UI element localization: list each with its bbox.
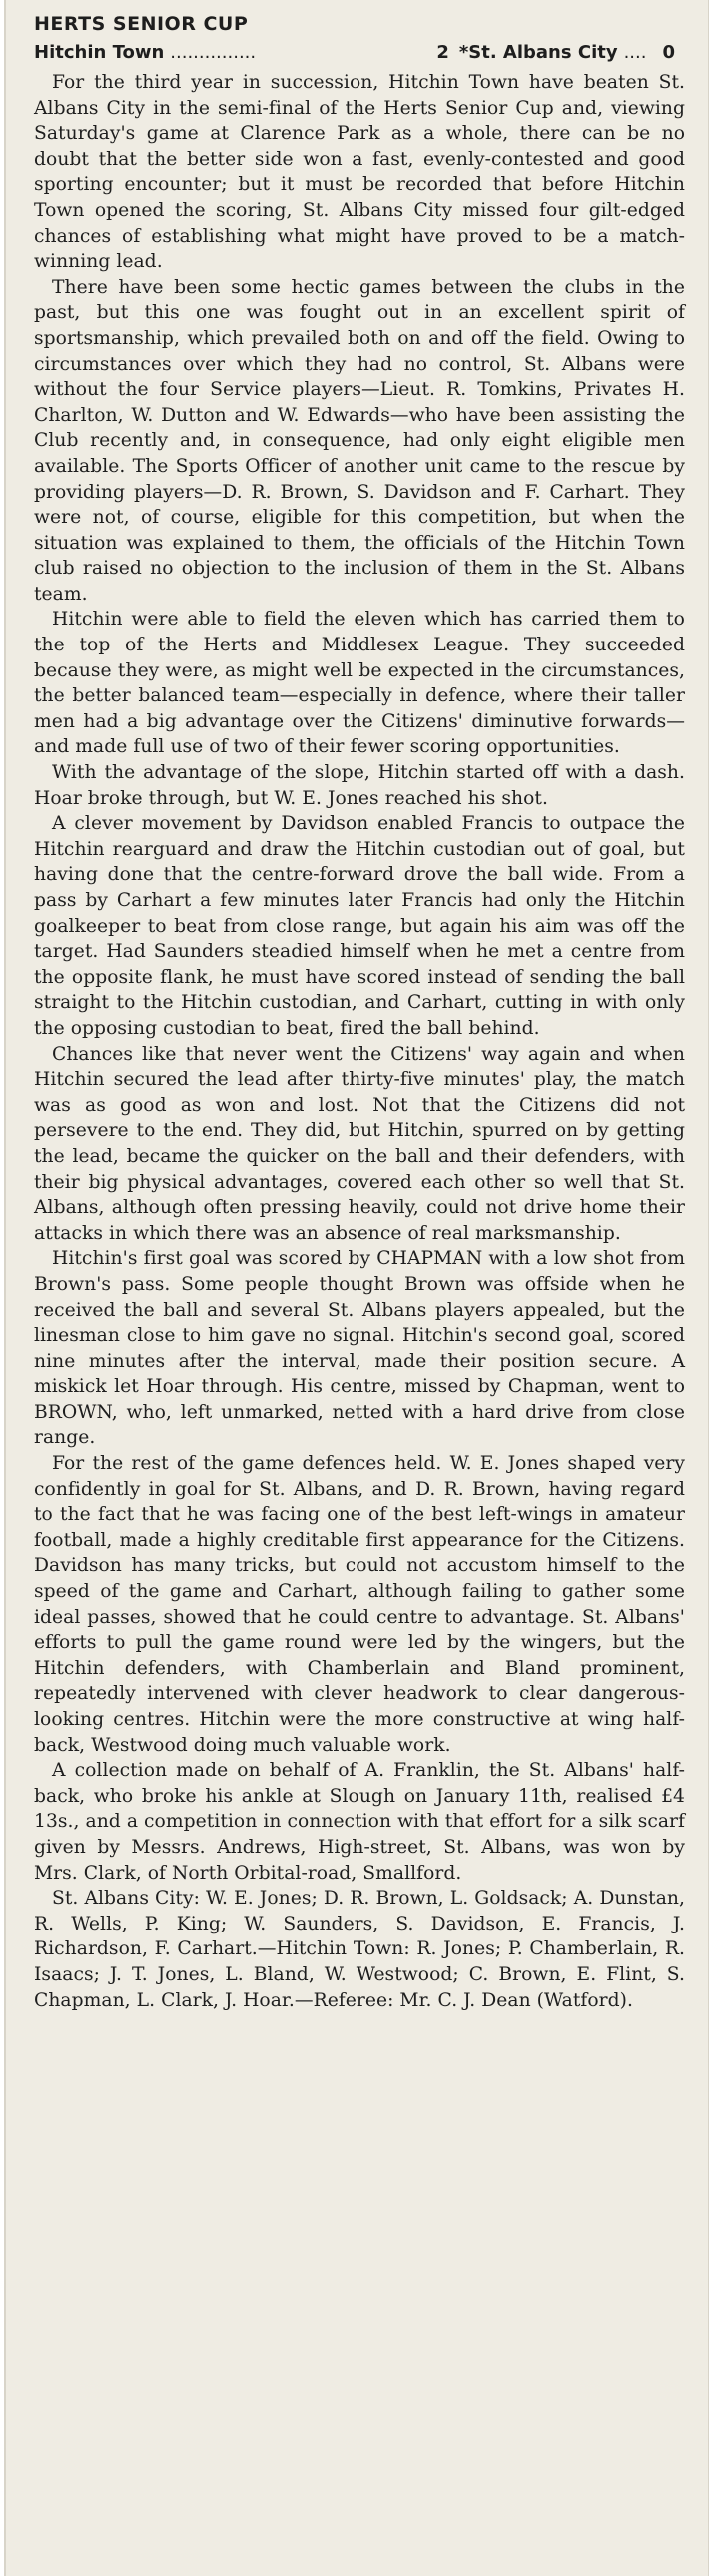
paragraph-goals: Hitchin's first goal was scored by CHAPMAN with a low shot from Brown's pass. Some people thought Brown was offside when he received the ball and several St. Albans players appealed, but the linesman close to him gave no signal. Hitchin's second goal, scored nine minutes after the interval, made their position secure. A miskick let Hoar through. His centre, missed by Chapman, went to BROWN, who, left unmarked, netted with a hard drive from close range. [34,1248,685,1449]
paragraph-background: There have been some hectic games between the clubs in the past, but this one was fought out in an excellent spirit of sportsmanship, which prevailed both on and off the field. Owing to circumstances over which they had no control, St. Albans were without the four Service players—Lieut. R. Tomkins, Privates H. Charlton, W. Dutton and W. Edwards—who have been assisting the Club recently and, in consequence, had only eight eligible men available. The Sports Officer of another unit came to the rescue by providing players—D. R. Brown, S. Davidson and F. Carhart. They were not, of course, eligible for this competition, but when the situation was explained to them, the officials of the Hitchin Town club raised no objection to the inclusion of them in the St. Albans team. [34,276,685,605]
home-leader-dots: ............... [170,42,257,63]
paragraph-collection: A collection made on behalf of A. Franklin, the St. Albans' half-back, who broke his ankle at Slough on January 11th, realised £4 13s., and a competition in connection with that effort for a silk scarf given by Messrs. Andrews, High-street, St. Albans, was won by Mrs. Clark, of North Orbital-road, Smallford. [34,1760,685,1884]
away-leader-dots: .... [623,42,647,63]
paragraph-lead: Chances like that never went the Citizens' way again and when Hitchin secured the lead after thirty-five minutes' play, the match was as good as won and lost. Not that the Citizens did not persevere to the end. They did, but Hitchin, spurred on by getting the lead, became the quicker on the ball and their defenders, with their big physical advantages, covered each other so well that St. Albans, although often pressing heavily, could not drive home their attacks in which there was an absence of real marksmanship. [34,1043,685,1244]
paragraph-hitchin-team: Hitchin were able to field the eleven which has carried them to the top of the Herts and Middlesex League. They succeeded because they were, as might well be expected in the circumstances, the better balanced team—especially in defence, where their taller men had a big advantage over the Citizens' diminutive forwards—and made full use of two of their fewer scoring opportunities. [34,609,685,758]
newspaper-clipping [4,0,709,2576]
paragraph-teams: St. Albans City: W. E. Jones; D. R. Brown, L. Goldsack; A. Dunstan, R. Wells, P. King; W. Saunders, S. Davidson, E. Francis, J. Richardson, F. Carhart.—Hitchin Town: R. Jones; P. Chamberlain, R. Isaacs; J. T. Jones, L. Bland, W. Westwood; C. Brown, E. Flint, S. Chapman, L. Clark, J. Hoar.—Referee: Mr. C. J. Dean (Watford). [34,1888,685,2011]
home-goals: 2 [436,42,449,63]
paragraph-missed-chances: A clever movement by Davidson enabled Francis to outpace the Hitchin rearguard and draw the Hitchin custodian out of goal, but having done that the centre-forward drove the ball wide. From a pass by Carhart a few minutes later Francis had only the Hitchin goalkeeper to beat from close range, but again his aim was off the target. Had Saunders steadied himself when he met a centre from the opposite flank, he must have scored instead of sending the ball straight to the Hitchin custodian, and Carhart, cutting in with only the opposing custodian to beat, fired the ball behind. [34,813,685,1039]
article-heading: HERTS SENIOR CUP [34,13,249,35]
scoreline [34,38,685,68]
away-team: *St. Albans City [458,42,618,63]
paragraph-defences: For the rest of the game defences held. W. E. Jones shaped very confidently in goal for St. Albans, and D. R. Brown, having regard to the fact that he was facing one of the best left-wings in amateur football, made a highly creditable first appearance for the Citizens. Davidson has many tricks, but could not accustom himself to the speed of the game and Carhart, although failing to gather some ideal passes, showed that he could centre to advantage. St. Albans' efforts to pull the game round were led by the wingers, but the Hitchin defenders, with Chamberlain and Bland prominent, repeatedly intervened with clever headwork to clear dangerous-looking centres. Hitchin were the more constructive at wing half-back, Westwood doing much valuable work. [34,1453,685,1756]
paragraph-start: With the advantage of the slope, Hitchin started off with a dash. Hoar broke through, but W. E. Jones reached his shot. [34,762,685,809]
away-goals: 0 [662,42,675,63]
home-team: Hitchin Town [34,42,165,63]
paragraph-intro: For the third year in succession, Hitchin Town have beaten St. Albans City in the semi-final of the Herts Senior Cup and, viewing Saturday's game at Clarence Park as a whole, there can be no doubt that the better side won a fast, evenly-contested and good sporting encounter; but it must be recorded that before Hitchin Town opened the scoring, St. Albans City missed four gilt-edged chances of establishing what might have proved to be a match-winning lead. [34,72,685,273]
